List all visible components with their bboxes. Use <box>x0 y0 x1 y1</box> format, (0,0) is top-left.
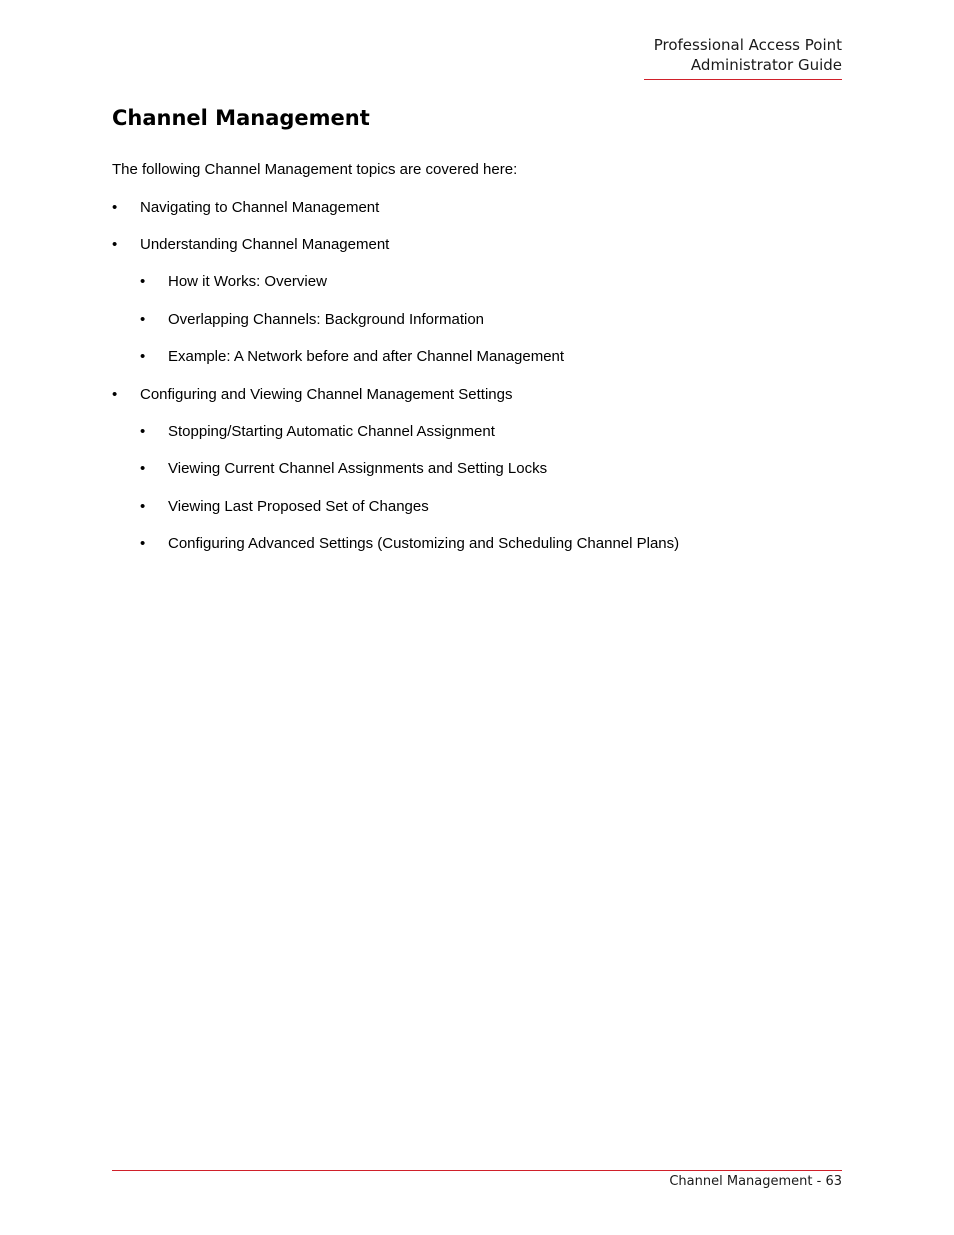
intro-paragraph: The following Channel Management topics are covered here: <box>112 161 518 178</box>
list-item-text: How it Works: Overview <box>168 273 327 290</box>
bullet-icon: • <box>140 423 146 440</box>
bullet-icon: • <box>112 236 118 253</box>
list-item-text: Understanding Channel Management <box>140 236 390 253</box>
running-header <box>644 36 842 80</box>
list-item-text: Configuring Advanced Settings (Customizing and Scheduling Channel Plans) <box>168 535 680 552</box>
bullet-icon: • <box>140 273 146 290</box>
list-item-text: Stopping/Starting Automatic Channel Assignment <box>168 423 495 440</box>
list-item-text: Example: A Network before and after Channel Management <box>168 348 565 365</box>
header-line-product: Professional Access Point <box>653 36 842 54</box>
list-item-text: Configuring and Viewing Channel Management Settings <box>140 386 513 403</box>
bullet-icon: • <box>140 311 146 328</box>
list-item-text: Navigating to Channel Management <box>140 199 380 216</box>
bullet-icon: • <box>140 498 146 515</box>
list-item-text: Viewing Last Proposed Set of Changes <box>168 498 429 515</box>
page-footer: Channel Management - 63 <box>669 1174 842 1189</box>
list-item-text: Viewing Current Channel Assignments and Setting Locks <box>168 460 548 477</box>
list-item-text: Overlapping Channels: Background Information <box>168 311 485 328</box>
header-line-guide: Administrator Guide <box>690 55 842 74</box>
page-title: Channel Management <box>112 106 370 130</box>
footer-divider <box>112 1170 842 1171</box>
bullet-icon: • <box>112 386 118 403</box>
bullet-icon: • <box>140 460 146 477</box>
bullet-icon: • <box>140 535 146 552</box>
bullet-icon: • <box>112 199 118 216</box>
bullet-icon: • <box>140 348 146 365</box>
